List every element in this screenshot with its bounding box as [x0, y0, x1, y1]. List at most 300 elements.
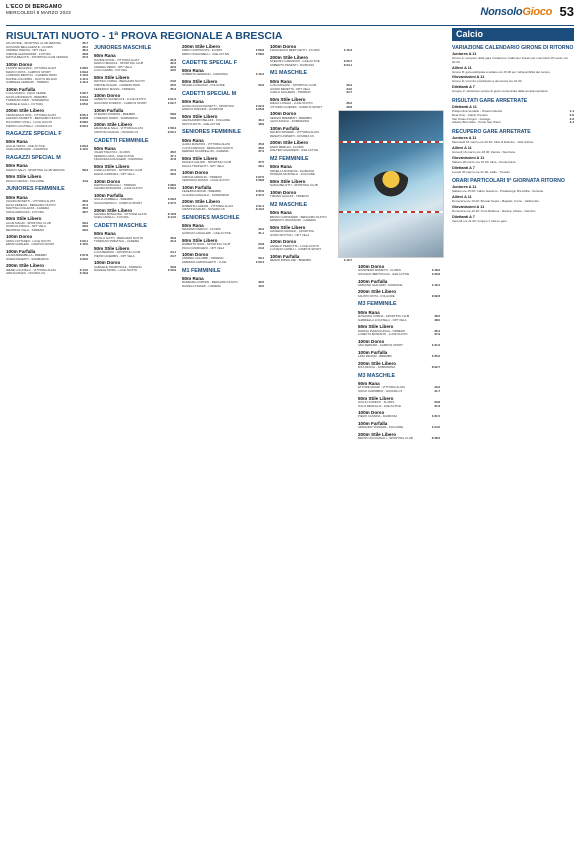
header-divider [6, 25, 574, 26]
result-time: 58.9 [170, 112, 176, 116]
category-heading: RAGAZZE SPECIAL F [6, 131, 62, 138]
result-time: 1:18.2 [431, 269, 440, 273]
event-heading: 50m Stile Libero [6, 216, 42, 222]
result-time: 39.2 [258, 281, 264, 285]
result-row [182, 165, 264, 169]
sidebar-subheading: Dilettanti A 7 [452, 85, 475, 90]
sidebar-text: Gruppo 2: variazione campo di gioco comunicata dalla società ospitante. [452, 89, 549, 94]
athlete-name: FEDERICO MAZZA - TIRRENO [94, 87, 135, 91]
result-time: 26.8 [346, 105, 352, 109]
sidebar-text: Sabato 18 marzo ore 15.00: Almè - Ponteranica. [452, 159, 517, 164]
result-time: 24.6 [170, 80, 176, 84]
result-row [358, 295, 440, 299]
newspaper-masthead [6, 4, 71, 17]
sidebar-text: Mercoledì 15 marzo ore 20.30: Città di Dalmine - Villa d'Almè. [452, 140, 534, 145]
result-time: 1:03.4 [79, 95, 88, 99]
event-heading: 50m Stile Libero [358, 395, 394, 401]
page-header [6, 4, 574, 24]
event-heading: 50m Rana [358, 309, 380, 315]
category-heading: JUNIORES FEMMINILE [6, 186, 65, 193]
result-row [6, 169, 88, 173]
event-heading: 100m Farfalla [270, 125, 300, 131]
event-heading: 100m Dorso [270, 44, 297, 49]
athlete-name: GABRIELLA LOCATELLI - NPT VELA [358, 318, 407, 322]
result-time: 29.3 [82, 228, 88, 232]
swimmer-photo [338, 110, 444, 258]
result-time: 28.9 [82, 225, 88, 229]
athlete-name: GIORGIO CAVALLERI - GSE ACTIVE [182, 232, 231, 236]
result-time: 25.0 [170, 83, 176, 87]
result-row [358, 319, 440, 323]
category-heading: CADETTI SPECIAL M [182, 90, 237, 97]
event-heading: 100m Farfalla [6, 86, 36, 92]
athlete-name: MATTEO CORNA - BERGAMO NUOTO [94, 80, 146, 84]
result-time: 1:08.0 [167, 183, 176, 187]
result-row [358, 344, 440, 348]
athlete-name: GIANPIERO MORETTI - FLORIS [358, 269, 401, 273]
event-heading: 50m Rana [6, 163, 28, 169]
result-time: 46.1 [258, 119, 264, 123]
event-heading: 100m Dorso [182, 252, 209, 258]
result-row [358, 273, 440, 277]
event-heading: 100m Dorso [358, 410, 385, 416]
event-heading: 100m Dorso [358, 264, 385, 269]
athlete-name: DAVIDE ROSSI - VITTORIA ALATA [94, 58, 140, 62]
brand-right: Gioco [522, 6, 552, 18]
result-time: 1:24.0 [431, 426, 440, 430]
match-teams: Polisportiva Verdello - Oratorio Boario [452, 108, 503, 113]
result-time: 32.3 [170, 62, 176, 66]
athlete-name: SILVIA PERSICO - CAMPUS SPORT [94, 201, 143, 205]
athlete-name: GRETA MILESI - NOVARA CS [6, 272, 46, 276]
athlete-name: MAURO PANSERI - VITTORIA ALATA [270, 131, 320, 135]
result-time: 1:12.4 [79, 81, 88, 85]
athlete-name: TOMMASO RIZZI - SOMMARIVA [6, 99, 49, 103]
athlete-name: FABIO CORTINOVIS - FLORIS [182, 49, 223, 53]
athlete-name: ERNESTO VAVASSORI - CAREMA [270, 219, 316, 223]
result-time: 38.2 [82, 207, 88, 211]
event-heading: 50m Rana [182, 275, 204, 281]
athlete-name: NADIA BELOTTI - SPORTING CLUB [270, 184, 318, 188]
result-time: 36.8 [82, 52, 88, 56]
result-time: 1:12.0 [79, 148, 88, 152]
athlete-name: GABRIELE FERRARI - TIRRENO [6, 81, 50, 85]
result-time: 33.4 [346, 84, 352, 88]
result-time: 30.9 [170, 236, 176, 240]
result-time: 48.0 [434, 318, 440, 322]
result-row [358, 405, 440, 409]
sidebar-text: Sabato ore 15.00: Calcio Gavarno - Pradalunga; Brembilla - Sorisole. [452, 189, 544, 194]
result-time: 1:35.2 [431, 355, 440, 359]
sidebar-subheading: Dilettanti A 7 [452, 165, 475, 170]
result-time: 34.7 [346, 91, 352, 95]
result-row [6, 148, 88, 152]
athlete-name: FRANCESCO BERTULETTI - FLORIS [270, 49, 320, 53]
athlete-name: VERONICA RUSSO - LUCE NUOTO [182, 179, 230, 183]
event-heading: 100m Farfalla [358, 349, 388, 355]
athlete-name: ANDREA TRENTA - NPT VELA [6, 49, 47, 53]
result-time: 24.3 [258, 246, 264, 250]
event-heading: 50m Stile Libero [182, 113, 218, 119]
athlete-name: STEFANO MORONI - BREMBO [94, 112, 136, 116]
athlete-name: GIANNI BERETTA - NPT VELA [270, 87, 311, 91]
result-time: 33.5 [170, 69, 176, 73]
result-row [358, 284, 440, 288]
athlete-name: ROBERTA CERESOLI - DAIMONIA [182, 73, 228, 77]
result-time: 1:02.3 [255, 104, 264, 108]
result-row [270, 64, 352, 68]
result-time: 28.4 [82, 221, 88, 225]
sidebar-text: Venerdì ore 21.00: Gruppo 1 tutte le gare. [452, 218, 508, 223]
match-teams: Atletico Brembate - Ponte San Pietro [452, 120, 502, 125]
result-row [358, 355, 440, 359]
event-heading: 200m Stile Libero [270, 140, 309, 146]
result-row [94, 216, 176, 220]
sidebar-text: Giovedì 16 marzo ore 18.30: Zanica - Stezzano. [452, 149, 516, 154]
event-heading: 100m Dorso [270, 111, 297, 117]
result-time: 25.4 [170, 87, 176, 91]
category-heading: M2 FEMMINILE [270, 155, 309, 162]
category-heading: M1 FEMMINILE [182, 267, 221, 274]
result-time: 35.7 [82, 42, 88, 45]
result-time: 2:24.1 [343, 63, 352, 67]
athlete-name: VITTORIO GUERINI - CAMPUS SPORT [270, 105, 323, 109]
event-heading: 200m Stile Libero [182, 44, 221, 49]
result-time: 2:09.4 [79, 124, 88, 128]
category-heading: M1 MASCHILE [270, 70, 308, 77]
brand-left: Nonsolo [480, 6, 523, 18]
athlete-name: UMBERTO PESENTI - DAIMONIA [270, 63, 315, 67]
section-brand [480, 6, 552, 18]
result-time: 2:48.3 [431, 437, 440, 441]
sidebar-subheading: Allievi A 11 [452, 195, 472, 200]
sidebar-subheading: Dilettanti A 11 [452, 104, 477, 109]
sidebar-subheading: Giovanissimi A 11 [452, 204, 485, 209]
athlete-name: RITA MOIOLI - SOMMARIVA [358, 366, 396, 370]
athlete-name: SIMONE ALESSANDRI - FUTURA [6, 52, 51, 56]
match-teams: San Paolo d'Argon - Gorlago [452, 116, 491, 121]
result-row [270, 259, 352, 263]
event-heading: 50m Rana [6, 139, 28, 145]
athlete-name: IRENE LOCATELLI - VITTORIA ALATA [6, 268, 57, 272]
result-time: 36.9 [82, 200, 88, 204]
result-time: 1:21.5 [431, 415, 440, 419]
athlete-name: ETTORE MAGRI - VITTORIA ALATA [358, 386, 406, 390]
result-row [182, 208, 264, 212]
result-row [6, 229, 88, 233]
result-time: 1:56.9 [255, 49, 264, 53]
result-row [6, 103, 88, 107]
swimmer-figure [371, 171, 411, 199]
result-row [6, 56, 88, 60]
athlete-name: ALFREDO MANGILI - SPORTING [270, 230, 314, 234]
athlete-name: LAURA BREMBILLA - BREMBO [6, 254, 48, 258]
athlete-name: FRANCESCA RUGGERI - DAIMONIA [94, 158, 143, 162]
result-time: 46.5 [434, 315, 440, 319]
athlete-name: ROSANNA CORNA - SPORTING CLUB [358, 315, 410, 319]
athlete-name: GIANLUCA FACCHINETTI - SPORTING [182, 104, 234, 108]
event-heading: 50m Stile Libero [270, 224, 306, 230]
result-row [94, 202, 176, 206]
result-time: 24.7 [170, 254, 176, 258]
event-heading: 50m Rana [182, 223, 204, 229]
result-time: 2:13.2 [255, 208, 264, 212]
result-time: 30.4 [258, 228, 264, 232]
result-row [182, 232, 264, 236]
athlete-name: LUCIANO CAPELLI - CAMPUS SPORT [270, 248, 322, 252]
athlete-name: SERENA LODA - GSE ACTIVE [94, 154, 134, 158]
athlete-name: LUCA GAMBA - FUTURA [94, 69, 127, 73]
athlete-name: ALDO ZANOLI - SOMMARIVA [270, 120, 310, 124]
athlete-name: MATTIA BELOTTI - SPORTING CLUB VERONA [6, 56, 69, 60]
athlete-name: MARCO ROTA - CAMPUS SPORT [6, 70, 51, 74]
athlete-name: MICHELA RAVASIO - FOLGORE [182, 84, 225, 88]
match-score: 4-2 [569, 116, 574, 121]
result-time: 1:20.9 [431, 272, 440, 276]
event-heading: 50m Stile Libero [94, 75, 130, 80]
athlete-name: BRUNO ZUCCHINALI - SPORTING CLUB [358, 437, 413, 441]
result-time: 1:58.2 [255, 52, 264, 56]
athlete-name: ANNA CATTANEO - LUCE NUOTO [6, 239, 52, 243]
result-time: 48.9 [258, 122, 264, 126]
sidebar-text: Domenica ore 10.30: Torre Boldone - Ranica; Alzano - Nembro. [452, 208, 537, 213]
event-heading: 100m Dorso [270, 239, 297, 245]
athlete-name: ENRICO MAFFEIS - DAIMONIA [182, 108, 224, 112]
event-heading: 100m Dorso [182, 170, 209, 176]
athlete-name: BARBARA CORTESI - BERGAMO NUOTO [182, 281, 238, 285]
results-column [358, 262, 440, 842]
athlete-name: RENATO ASPERTI - NOVARA CS [270, 134, 314, 138]
athlete-name: ANDREA VERDI - NPT VELA [94, 65, 133, 69]
athlete-name: PAOLA TRAPLETTI - NPT VELA [182, 164, 225, 168]
category-heading: M2 MASCHILE [270, 201, 308, 208]
result-time: 3:02.7 [431, 366, 440, 370]
athlete-name: EMANUELE SALA - VITTORIA ALATA [94, 127, 143, 131]
event-heading: 50m Rana [6, 194, 28, 200]
event-heading: 200m Stile Libero [182, 199, 221, 205]
result-row [270, 49, 352, 53]
result-row [94, 69, 176, 73]
athlete-name: MARCO BIANCHI - SPORTING CLUB [94, 62, 144, 66]
athlete-name: MASSIMO PERICO - FLORIS [182, 228, 221, 232]
result-time: 35.8 [258, 143, 264, 147]
athlete-name: LIDIA ZENONI - BREMBO [358, 355, 392, 359]
athlete-name: PAOLO MARCHESI - NPT VELA [182, 246, 225, 250]
event-heading: 100m Dorso [94, 178, 121, 184]
result-time: 27.9 [170, 169, 176, 173]
athlete-name: SIMONA ARNOLDI - TIRRENO [182, 175, 223, 179]
athlete-name: LUIGI MAGONI - SPORTING CLUB [270, 84, 317, 88]
result-time: 31.8 [170, 58, 176, 62]
result-time: 32.9 [170, 65, 176, 69]
lane-rope [339, 141, 443, 143]
result-row [6, 258, 88, 262]
result-time: 24.1 [170, 251, 176, 255]
athlete-name: DANIELE MORA - LUCE NUOTO [94, 269, 138, 273]
event-heading: 100m Farfalla [182, 184, 212, 190]
result-time: 27.5 [258, 161, 264, 165]
result-time: 1:02.7 [79, 92, 88, 96]
athlete-name: SILVIO CAROBBIO - NOVARA CS [358, 390, 403, 394]
result-row [94, 240, 176, 244]
result-row [6, 180, 88, 184]
result-row [182, 123, 264, 127]
sidebar-section-title: Calcio [452, 28, 574, 41]
athlete-name: ARMANDO VISMARA - FOLGORE [358, 426, 404, 430]
result-time: 37.2 [82, 56, 88, 60]
result-row [358, 333, 440, 337]
category-heading: M3 MASCHILE [358, 372, 396, 379]
result-time: 1:09.4 [167, 187, 176, 191]
article-headline: RISULTATI NUOTO - 1ª PROVA REGIONALE A BRESCIA [6, 30, 283, 42]
athlete-name: SARA MAZZOLENI - DAIMONIA [6, 148, 48, 152]
result-time: 31.1 [258, 232, 264, 236]
event-heading: 200m Stile Libero [358, 360, 397, 366]
result-time: 1:11.0 [79, 77, 88, 81]
event-heading: 50m Rana [270, 164, 292, 170]
result-time: 1:05.9 [255, 190, 264, 194]
athlete-name: NOEMI PESENTI - SOMMARIVA [6, 257, 49, 261]
result-row [94, 173, 176, 177]
result-row [6, 211, 88, 215]
result-time: 2:14.0 [167, 216, 176, 220]
athlete-name: RICCARDO VITALI - LUCE NUOTO [6, 120, 53, 124]
athlete-name: DANIELA FINAZZI - CAREMA [182, 284, 221, 288]
sidebar-heading: ORARI PARTICOLARI 9ª GIORNATA RITORNO [452, 178, 565, 185]
event-heading: 50m Stile Libero [94, 245, 130, 251]
athlete-name: EMMA GHISLENI - CAMPUS SPORT [6, 243, 55, 247]
result-row [182, 179, 264, 183]
category-heading: CADETTE SPECIAL F [182, 59, 238, 66]
event-heading: 200m Stile Libero [94, 122, 133, 128]
athlete-name: GIULIA TESTA - GSE ACTIVE [6, 144, 45, 148]
result-time: 36.5 [170, 151, 176, 155]
athlete-name: STEFANO CARMINATI - GSE ACTIVE [270, 60, 320, 64]
event-heading: 200m Stile Libero [358, 431, 397, 437]
event-heading: 100m Dorso [270, 189, 297, 195]
result-time: 59.8 [170, 265, 176, 269]
athlete-name: CHIARA BONETTI - VITTORIA ALATA [6, 200, 56, 204]
athlete-name: BRUNO CAPOFERRI - BERGAMO NUOTO [270, 215, 327, 219]
result-row [182, 73, 264, 77]
result-row [94, 269, 176, 273]
athlete-name: NICOLÒ GOTTI - BERGAMO NUOTO [94, 236, 144, 240]
newspaper-name: L'ECO DI BERGAMO [6, 4, 62, 10]
sidebar-text: Girone D: incontro posticipato a domenica ore 10.30. [452, 79, 523, 84]
result-time: 44.9 [82, 179, 88, 183]
event-heading: 50m Rana [94, 53, 116, 59]
result-time: 59.6 [170, 116, 176, 120]
sidebar-subheading: Giovanissimi A 11 [452, 155, 485, 160]
result-time: 28.1 [258, 164, 264, 168]
athlete-name: TOMMASO PREVITALI - CAREMA [94, 240, 140, 244]
athlete-name: ALESSIO MORETTI - BERGAMO NUOTO [6, 117, 61, 121]
athlete-name: LORENZO BERTOLI - CAREMA SWIM [6, 74, 57, 78]
result-time: 37.1 [170, 154, 176, 158]
event-heading: 50m Rana [182, 137, 204, 143]
athlete-name: NICOLA BONFANTI - BREMBO [6, 95, 47, 99]
result-row [94, 255, 176, 259]
result-time: 1:06.3 [79, 144, 88, 148]
athlete-name: SARA CAPELLI - FUTURA [94, 216, 129, 220]
result-row [270, 91, 352, 95]
result-time: 1:02.7 [167, 102, 176, 105]
event-heading: 100m Farfalla [358, 421, 388, 427]
result-time: 31.6 [170, 240, 176, 244]
result-time: 36.4 [434, 329, 440, 333]
category-heading: M3 FEMMINILE [358, 301, 397, 308]
result-time: 2:00.1 [167, 131, 176, 134]
result-row [6, 243, 88, 247]
result-time: 40.2 [434, 386, 440, 390]
sidebar-subheading: Juniores A 11 [452, 185, 477, 190]
result-time: 1:00.4 [255, 261, 264, 265]
result-time: 2:20.7 [343, 60, 352, 64]
athlete-name: PAOLO GRASSI - FOLGORE [6, 179, 45, 183]
athlete-name: BEATRICE VILLA - TIRRENO [6, 228, 45, 232]
result-time: 59.1 [258, 257, 264, 261]
result-row [358, 426, 440, 430]
result-row [270, 106, 352, 110]
event-heading: 100m Farfalla [270, 253, 300, 259]
event-heading: 50m Stile Libero [182, 237, 218, 243]
athlete-name: GIULIA ZAMBELLI - BREMBO [94, 198, 134, 202]
result-time: 26.2 [346, 102, 352, 106]
athlete-name: LUCA MARCA - AQUA VERDE [6, 92, 46, 96]
athlete-name: ELENA CARRARA - NPT VELA [94, 172, 135, 176]
result-time: 41.7 [434, 390, 440, 394]
result-time: 1:09.3 [79, 70, 88, 74]
results-column [6, 42, 88, 842]
result-time: 2:06.8 [79, 117, 88, 121]
athlete-name: SOFIA ARRIGONI - FUTURA [6, 210, 44, 214]
result-time: 1:04.9 [79, 99, 88, 103]
athlete-name: FRANCESCO RIVA - VITTORIA ALATA [6, 113, 57, 117]
result-row [6, 272, 88, 276]
event-heading: 50m Rana [270, 78, 292, 84]
athlete-name: ROBERTA LAZZARI - VITTORIA ALATA [182, 204, 234, 208]
result-time: 1:08.5 [79, 67, 88, 71]
athlete-name: ANGELO PEZZOTTA - LUCE NUOTO [270, 244, 320, 248]
athlete-name: TIZIANA GUALINI - TIRRENO [270, 195, 309, 199]
event-heading: 50m Stile Libero [182, 78, 218, 84]
result-time: 1:16.4 [431, 283, 440, 287]
result-row [6, 125, 88, 129]
athlete-name: DAVIDE COLOMBO - NUOTO MILANO [6, 77, 57, 81]
athlete-name: GUIDO ROTTOLI - NPT VELA [270, 233, 310, 237]
event-heading: 100m Farfalla [358, 278, 388, 284]
result-time: 1:07.0 [255, 193, 264, 197]
result-time: 23.8 [258, 242, 264, 246]
event-heading: 200m Stile Libero [6, 108, 45, 114]
athlete-name: VALENTINA POLI - FLORIS [94, 151, 131, 155]
athlete-name: CRISTIAN ZANCHI - NOVARA CS [94, 131, 139, 134]
athlete-name: OSVALDO BERTOCCHI - GSE ACTIVE [358, 272, 410, 276]
category-heading: RAGAZZI SPECIAL M [6, 154, 61, 161]
event-heading: 200m Stile Libero [358, 289, 397, 295]
athlete-name: ALICE MAGRI - SPORTING CLUB [6, 221, 51, 225]
athlete-name: PATRIZIA MUSITELLI - FOLGORE [270, 173, 315, 177]
athlete-name: FEDERICA BONZI - BREMBO [182, 190, 222, 194]
sidebar-subheading: Allievi A 11 [452, 145, 472, 150]
event-heading: 100m Farfalla [6, 248, 36, 254]
result-time: 37.8 [170, 158, 176, 162]
athlete-name: FAUSTO ROTA - FOLGORE [358, 294, 395, 298]
result-time: 1:58.4 [167, 127, 176, 131]
result-row [94, 158, 176, 162]
athlete-name: PIETRO ACERBIS - NPT VELA [94, 254, 135, 258]
result-row [182, 53, 264, 57]
